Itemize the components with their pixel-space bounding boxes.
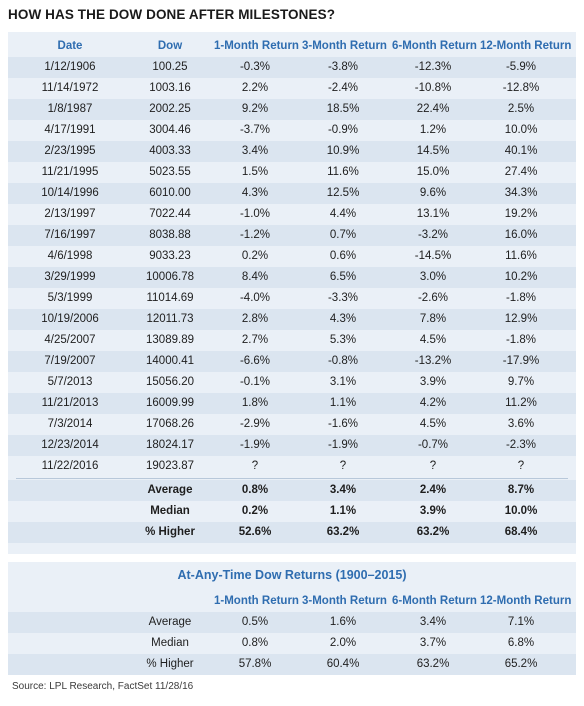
any-time-label: % Higher [146, 658, 194, 670]
any-time-value: 3.4% [419, 616, 447, 628]
summary-value: 2.4% [419, 484, 447, 496]
table-cell: -2.6% [417, 292, 449, 304]
column-header: Dow [157, 40, 183, 52]
table-cell: -1.0% [239, 208, 271, 220]
table-cell: 16009.99 [146, 397, 194, 409]
table-cell: 13.1% [416, 208, 450, 220]
table-cell: 0.6% [329, 250, 357, 262]
table-cell: 1003.16 [149, 82, 191, 94]
table-cell: 1/12/1906 [44, 61, 96, 73]
table-row [8, 372, 576, 393]
table-cell: 7/19/2007 [44, 355, 96, 367]
table-cell: -0.7% [417, 439, 449, 451]
table-cell: 7022.44 [149, 208, 191, 220]
summary-value: 3.9% [419, 505, 447, 517]
column-header: 3-Month Return [302, 595, 387, 607]
table-row [8, 225, 576, 246]
table-cell: 11.2% [505, 397, 537, 409]
table-cell: -2.4% [327, 82, 359, 94]
table-cell: 14000.41 [146, 355, 194, 367]
table-cell: 5/3/1999 [47, 292, 93, 304]
summary-value: 0.2% [241, 505, 269, 517]
any-time-row [8, 633, 576, 654]
table-cell: 3.0% [419, 271, 447, 283]
table-row [8, 267, 576, 288]
table-cell: 9.6% [419, 187, 447, 199]
table-cell: 4/25/2007 [44, 334, 96, 346]
column-header: 1-Month Return [214, 595, 299, 607]
table-row [8, 78, 576, 99]
table-cell: 3.9% [419, 376, 447, 388]
table-cell: 16.0% [504, 229, 538, 241]
table-row [8, 246, 576, 267]
any-time-value: 65.2% [504, 658, 538, 670]
column-header: 3-Month Return [302, 40, 387, 52]
table-row [8, 309, 576, 330]
summary-divider [16, 478, 568, 479]
any-time-table-title: At-Any-Time Dow Returns (1900–2015) [177, 568, 407, 582]
any-time-value: 1.6% [329, 616, 357, 628]
table-cell: 12.5% [326, 187, 360, 199]
summary-label: Average [147, 484, 193, 496]
table-cell: 3/29/1999 [44, 271, 96, 283]
table-row [8, 288, 576, 309]
table-cell: 10/19/2006 [41, 313, 99, 325]
table-cell: 4.3% [241, 187, 269, 199]
table-cell: 4/6/1998 [47, 250, 93, 262]
any-time-header-row [8, 591, 576, 612]
table-cell: 3.4% [241, 145, 269, 157]
any-time-value: 6.8% [507, 637, 535, 649]
table-row [8, 435, 576, 456]
table-cell: -4.0% [239, 292, 271, 304]
table-cell: -12.8% [502, 82, 540, 94]
table-cell: 2.8% [241, 313, 269, 325]
table-cell: 1.1% [329, 397, 357, 409]
table-cell: ? [429, 460, 437, 472]
table-cell: -0.9% [327, 124, 359, 136]
table-cell: 18024.17 [146, 439, 194, 451]
table-cell: 17068.26 [146, 418, 194, 430]
table-cell: 12.9% [504, 313, 538, 325]
table-cell: 10006.78 [146, 271, 194, 283]
table-cell: 8.4% [241, 271, 269, 283]
any-time-value: 7.1% [507, 616, 535, 628]
table-cell: 2/13/1997 [44, 208, 96, 220]
summary-row [8, 501, 576, 522]
table-cell: 8038.88 [149, 229, 191, 241]
table-cell: 4.3% [329, 313, 357, 325]
summary-value: 3.4% [329, 484, 357, 496]
table-row [8, 351, 576, 372]
table-cell: 2.2% [241, 82, 269, 94]
table-row [8, 162, 576, 183]
table-cell: 3.6% [507, 418, 535, 430]
table-cell: 12/23/2014 [41, 439, 99, 451]
table-cell: 22.4% [416, 103, 450, 115]
table-cell: -6.6% [239, 355, 271, 367]
table-cell: 5023.55 [149, 166, 191, 178]
summary-row [8, 480, 576, 501]
table-cell: 2/23/1995 [44, 145, 96, 157]
table-cell: 15056.20 [146, 376, 194, 388]
any-time-row [8, 612, 576, 633]
table-cell: 100.25 [152, 61, 188, 73]
table-row [8, 99, 576, 120]
summary-value: 63.2% [416, 526, 450, 538]
summary-row [8, 522, 576, 543]
any-time-value: 60.4% [326, 658, 360, 670]
table-cell: 10/14/1996 [41, 187, 99, 199]
table-row [8, 456, 576, 477]
table-cell: -10.8% [414, 82, 452, 94]
column-header: 12-Month Return [480, 40, 572, 52]
table-cell: -1.9% [239, 439, 271, 451]
table-cell: 0.7% [329, 229, 357, 241]
table-cell: 11014.69 [146, 292, 194, 304]
table-cell: -17.9% [502, 355, 540, 367]
table-row [8, 141, 576, 162]
source-note: Source: LPL Research, FactSet 11/28/16 [12, 681, 194, 692]
table-cell: 9.7% [507, 376, 535, 388]
table-cell: -1.9% [327, 439, 359, 451]
table-cell: -1.8% [505, 334, 537, 346]
table-cell: -5.9% [505, 61, 537, 73]
table-cell: ? [251, 460, 259, 472]
any-time-label: Median [151, 637, 189, 649]
any-time-value: 63.2% [416, 658, 450, 670]
page-title: HOW HAS THE DOW DONE AFTER MILESTONES? [8, 7, 336, 22]
summary-value: 8.7% [507, 484, 535, 496]
table-cell: -2.9% [239, 418, 271, 430]
table-cell: ? [517, 460, 525, 472]
summary-value: 1.1% [329, 505, 357, 517]
table-cell: 4/17/1991 [44, 124, 96, 136]
table-cell: 3004.46 [149, 124, 191, 136]
table-cell: 40.1% [504, 145, 538, 157]
table-cell: -3.3% [327, 292, 359, 304]
table-cell: 14.5% [416, 145, 450, 157]
table-cell: 3.1% [329, 376, 357, 388]
table-cell: 4.4% [329, 208, 357, 220]
table-cell: 19.2% [504, 208, 538, 220]
table-row [8, 414, 576, 435]
column-header: 6-Month Return [392, 595, 477, 607]
table-cell: 11.6% [327, 166, 359, 178]
table-cell: 11/21/2013 [41, 397, 99, 409]
table-cell: -3.8% [327, 61, 359, 73]
table-cell: 11/22/2016 [41, 460, 99, 472]
table-cell: 2002.25 [149, 103, 191, 115]
table-cell: 18.5% [326, 103, 360, 115]
table-cell: -1.2% [239, 229, 271, 241]
table-cell: -13.2% [414, 355, 452, 367]
summary-value: 52.6% [238, 526, 272, 538]
table-row [8, 183, 576, 204]
table-cell: -0.8% [327, 355, 359, 367]
any-time-value: 2.0% [329, 637, 357, 649]
table-cell: 1.8% [241, 397, 269, 409]
table-cell: 27.4% [504, 166, 538, 178]
table-cell: 2.7% [241, 334, 269, 346]
table-cell: 9033.23 [149, 250, 191, 262]
summary-label: Median [150, 505, 190, 517]
table-row [8, 57, 576, 78]
any-time-value: 0.5% [241, 616, 269, 628]
table-cell: ? [339, 460, 347, 472]
summary-value: 0.8% [241, 484, 269, 496]
table-row [8, 330, 576, 351]
table-header-row [8, 36, 576, 57]
table-cell: 5/7/2013 [47, 376, 93, 388]
summary-value: 63.2% [326, 526, 360, 538]
table-cell: 2.5% [507, 103, 535, 115]
table-row [8, 204, 576, 225]
table-cell: 11.6% [505, 250, 537, 262]
table-cell: 1.5% [241, 166, 269, 178]
any-time-value: 57.8% [238, 658, 272, 670]
column-header: 12-Month Return [480, 595, 572, 607]
table-cell: -0.3% [239, 61, 271, 73]
table-cell: 1.2% [419, 124, 447, 136]
table-cell: 9.2% [241, 103, 269, 115]
table-cell: -2.3% [505, 439, 537, 451]
table-cell: -3.7% [239, 124, 271, 136]
summary-value: 68.4% [504, 526, 538, 538]
table-cell: 10.0% [504, 124, 538, 136]
table-cell: 4.5% [419, 334, 447, 346]
column-header: 6-Month Return [392, 40, 477, 52]
table-cell: 7.8% [419, 313, 447, 325]
table-cell: 7/16/1997 [44, 229, 96, 241]
column-header: 1-Month Return [214, 40, 299, 52]
table-cell: -3.2% [417, 229, 449, 241]
table-row [8, 120, 576, 141]
table-cell: 6.5% [329, 271, 357, 283]
table-cell: 15.0% [416, 166, 450, 178]
table-cell: 4.2% [419, 397, 447, 409]
table-cell: 7/3/2014 [47, 418, 93, 430]
table-cell: -1.8% [505, 292, 537, 304]
any-time-label: Average [148, 616, 192, 628]
summary-value: 10.0% [504, 505, 538, 517]
any-time-row [8, 654, 576, 675]
any-time-value: 0.8% [241, 637, 269, 649]
summary-label: % Higher [145, 526, 195, 538]
table-cell: 12011.73 [146, 313, 194, 325]
table-cell: 19023.87 [146, 460, 194, 472]
table-cell: 0.2% [241, 250, 269, 262]
table-cell: 13089.89 [146, 334, 194, 346]
table-cell: 10.2% [504, 271, 538, 283]
table-row [8, 393, 576, 414]
table-cell: 6010.00 [149, 187, 191, 199]
table-cell: -12.3% [414, 61, 452, 73]
table-cell: 11/14/1972 [41, 82, 99, 94]
table-cell: 5.3% [329, 334, 357, 346]
table-cell: -14.5% [414, 250, 452, 262]
table-cell: -0.1% [239, 376, 271, 388]
table-cell: 4.5% [419, 418, 447, 430]
table-cell: 1/8/1987 [47, 103, 93, 115]
table-cell: 4003.33 [149, 145, 191, 157]
table-cell: 10.9% [326, 145, 360, 157]
table-cell: 11/21/1995 [41, 166, 99, 178]
column-header: Date [57, 40, 83, 52]
any-time-value: 3.7% [419, 637, 447, 649]
table-cell: 34.3% [504, 187, 538, 199]
table-cell: -1.6% [327, 418, 359, 430]
